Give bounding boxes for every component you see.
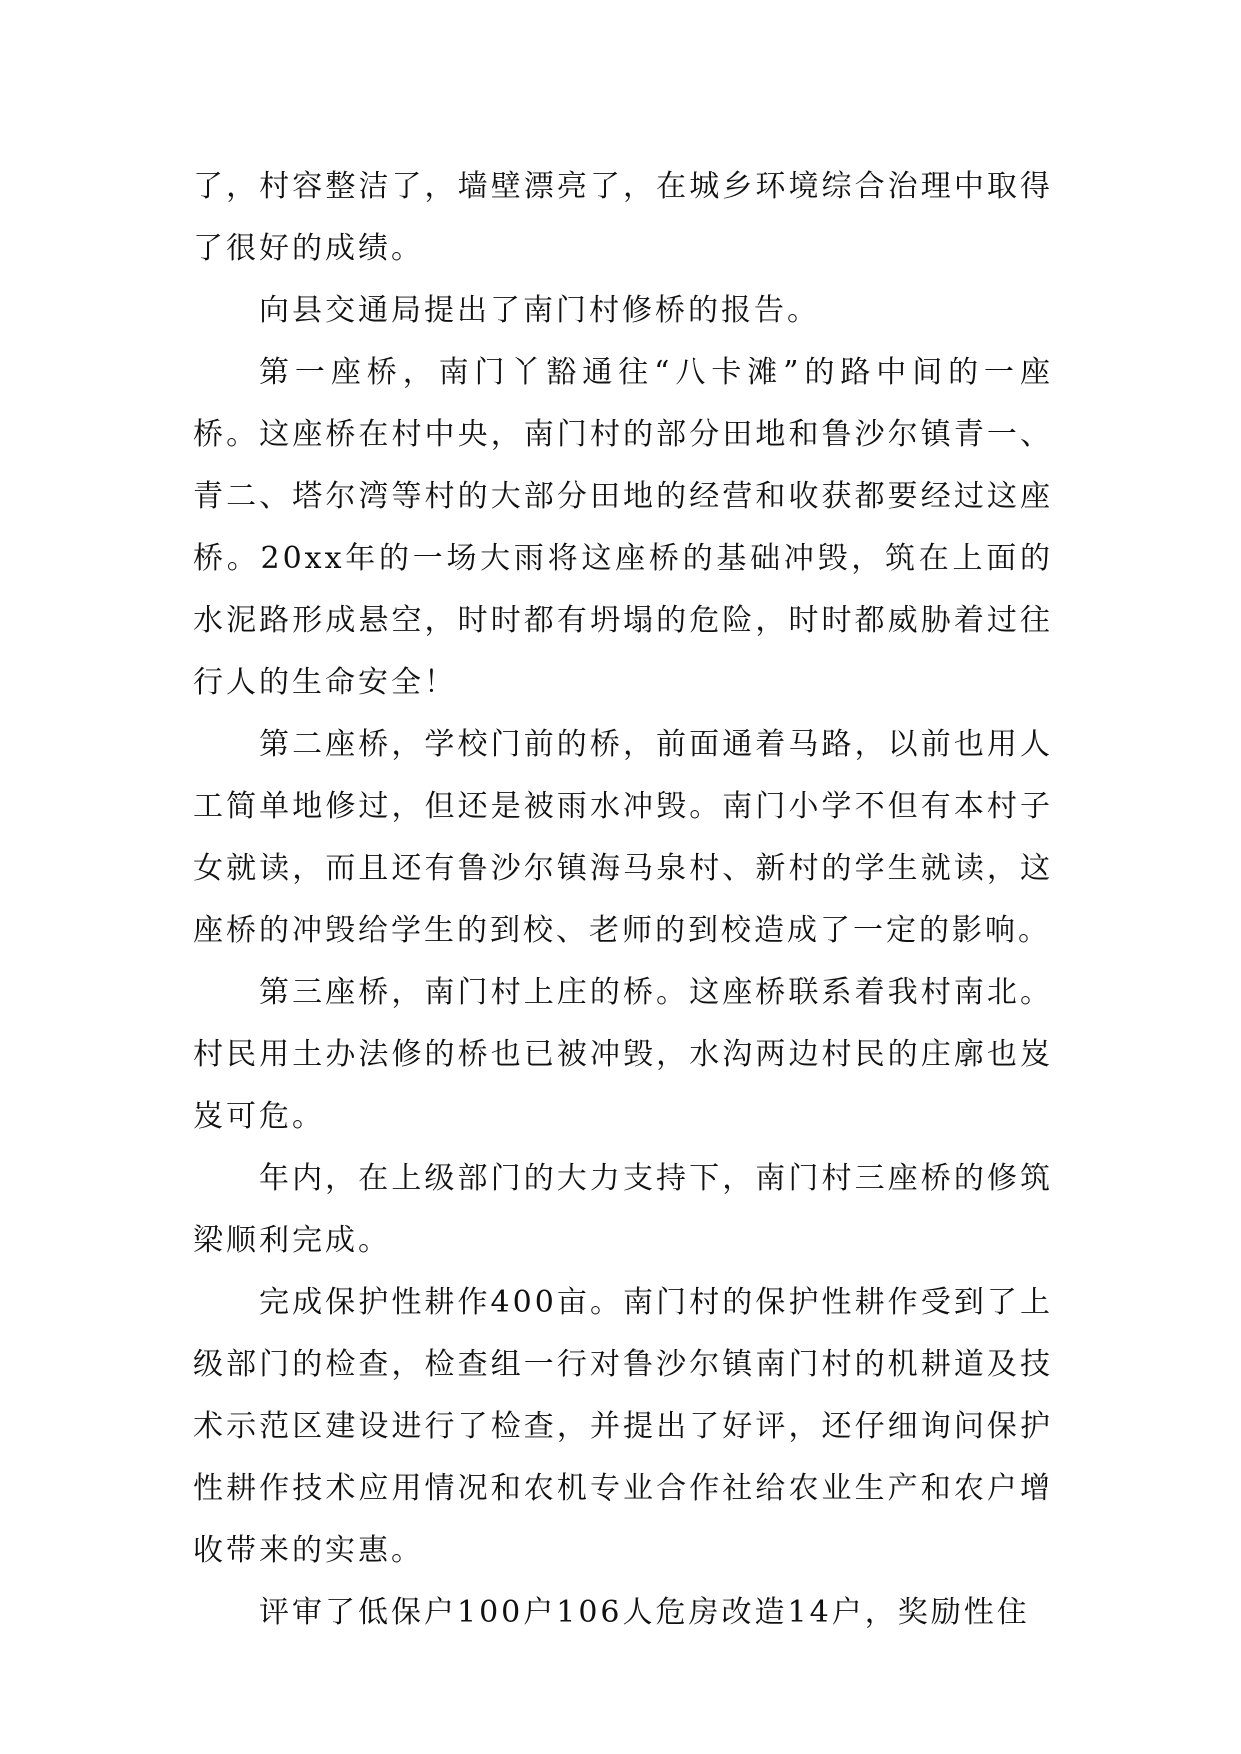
paragraph-second-bridge: 第二座桥，学校门前的桥，前面通着马路，以前也用人工简单地修过，但还是被雨水冲毁。南门小学不但有本村子女就读，而且还有鲁沙尔镇海马泉村、新村的学生就读，这座桥的冲毁给学生的到校、老师的到校造成了一定的影响。 xyxy=(193,727,1053,948)
paragraph-continuation: 了，村容整洁了，墙壁漂亮了，在城乡环境综合治理中取得了很好的成绩。 xyxy=(193,169,1053,266)
paragraph-traffic-report: 向县交通局提出了南门村修桥的报告。 xyxy=(259,293,820,328)
paragraph-first-bridge: 第一座桥，南门丫豁通往“八卡滩”的路中间的一座桥。这座桥在村中央，南门村的部分田地和鲁沙尔镇青一、青二、塔尔湾等村的大部分田地的经营和收获都要经过这座桥。20xx年的一场大雨将这座桥的基础冲毁，筑在上面的水泥路形成悬空，时时都有坍塌的危险，时时都威胁着过往行人的生命安全！ xyxy=(193,355,1053,700)
paragraph-bridges-completed: 年内，在上级部门的大力支持下，南门村三座桥的修筑梁顺利完成。 xyxy=(193,1161,1053,1258)
paragraph-low-income-review: 评审了低保户100户106人危房改造14户，奖励性住 xyxy=(259,1595,1030,1630)
paragraph-conservation-tillage: 完成保护性耕作400亩。南门村的保护性耕作受到了上级部门的检查，检查组一行对鲁沙尔镇南门村的机耕道及技术示范区建设进行了检查，并提出了好评，还仔细询问保护性耕作技术应用情况和农机专业合作社给农业生产和农户增收带来的实惠。 xyxy=(193,1285,1053,1568)
document-body xyxy=(193,156,1053,1644)
paragraph-third-bridge: 第三座桥，南门村上庄的桥。这座桥联系着我村南北。村民用土办法修的桥也已被冲毁，水沟两边村民的庄廓也岌岌可危。 xyxy=(193,975,1053,1134)
